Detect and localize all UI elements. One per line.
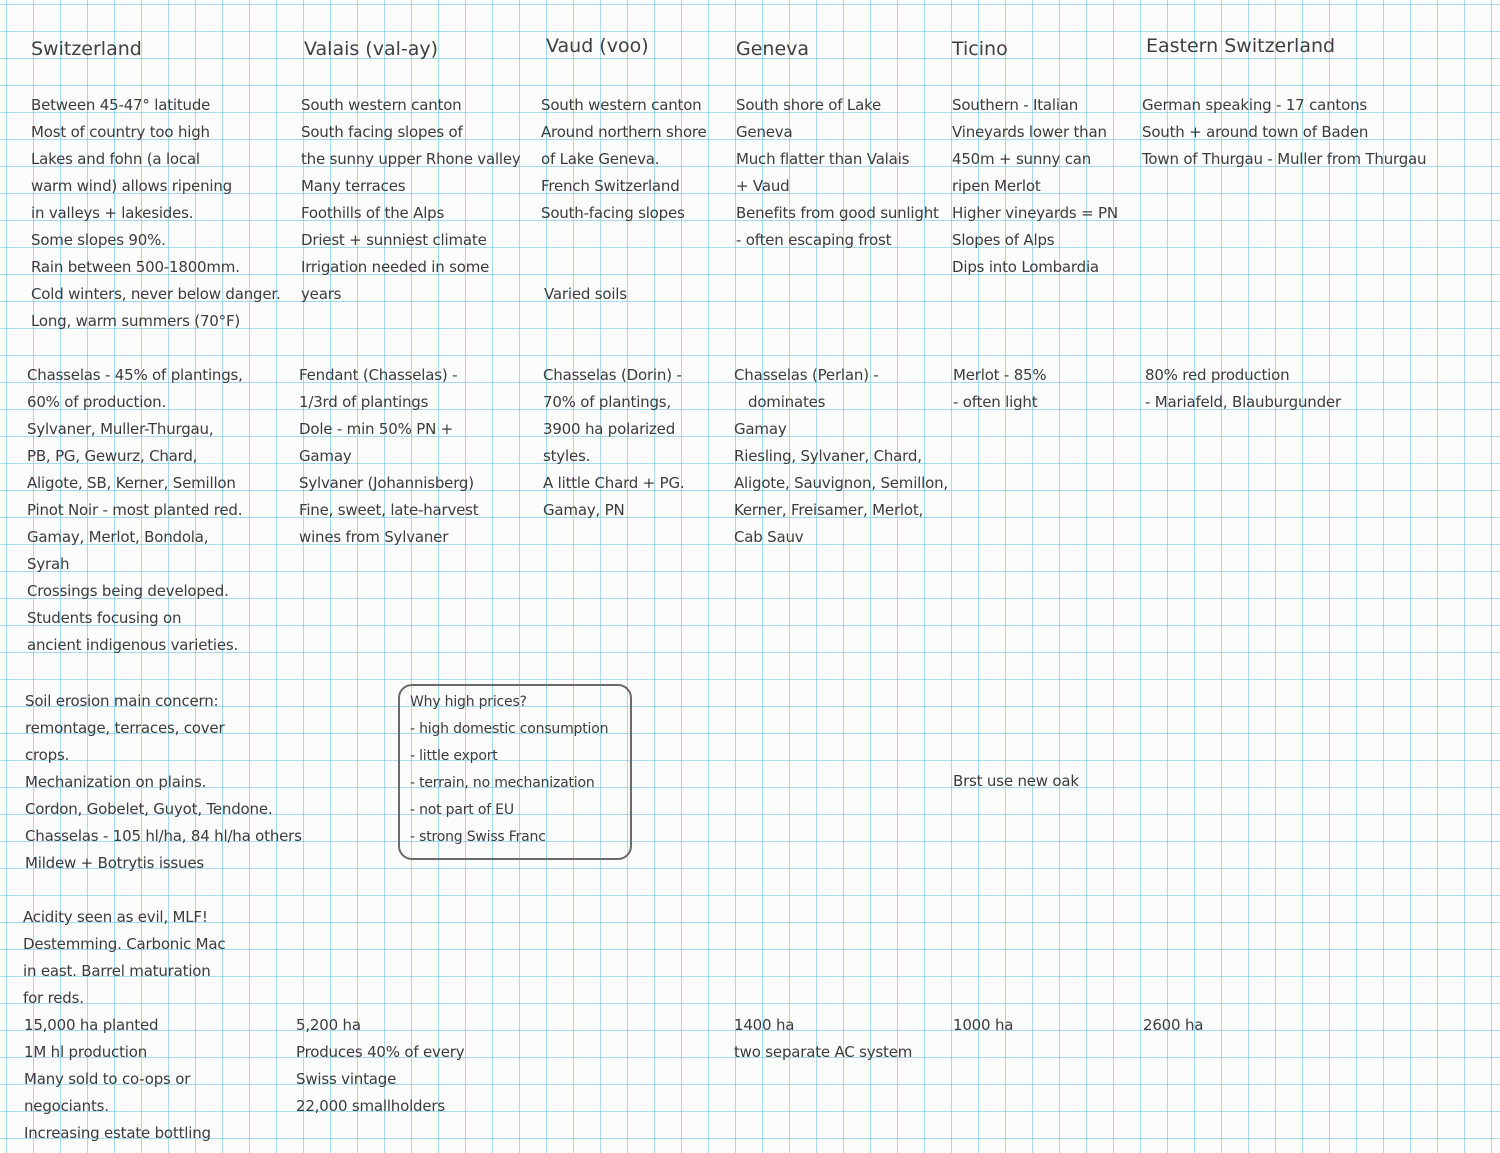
note-line: Swiss vintage (296, 1070, 397, 1088)
note-line: South + around town of Baden (1142, 123, 1369, 141)
vaud-soils-note: Varied soils (544, 285, 627, 303)
note-line: styles. (543, 447, 591, 465)
geneva-climate-notes (736, 92, 939, 254)
note-line: Higher vineyards = PN (952, 204, 1118, 222)
note-line: 22,000 smallholders (296, 1097, 445, 1115)
note-line: Sylvaner, Muller-Thurgau, (27, 420, 214, 438)
note-line: South shore of Lake (736, 96, 882, 114)
note-line: Some slopes 90%. (31, 231, 166, 249)
note-line: Soil erosion main concern: (25, 692, 219, 710)
heading-ticino: Ticino (952, 38, 1008, 60)
switzerland-grape-notes (27, 362, 243, 659)
callout-item: - terrain, no mechanization (410, 775, 595, 791)
eastern-climate-notes (1142, 92, 1426, 173)
note-line: Rain between 500-1800mm. (31, 258, 240, 276)
note-line: South western canton (541, 96, 702, 114)
note-line: Southern - Italian (952, 96, 1079, 114)
note-line: in valleys + lakesides. (31, 204, 194, 222)
note-line: Chasselas (Perlan) - (734, 366, 879, 384)
note-line: Irrigation needed in some (301, 258, 490, 276)
note-line: Syrah (27, 555, 70, 573)
note-line: two separate AC system (734, 1043, 913, 1061)
note-line: 80% red production (1145, 366, 1290, 384)
note-line: wines from Sylvaner (299, 528, 449, 546)
note-line: - often escaping frost (736, 231, 892, 249)
ticino-production-note: 1000 ha (953, 1016, 1014, 1034)
note-line: Sylvaner (Johannisberg) (299, 474, 474, 492)
note-line: Crossings being developed. (27, 582, 229, 600)
note-line: PB, PG, Gewurz, Chard, (27, 447, 198, 465)
note-line: 1400 ha (734, 1016, 795, 1034)
switzerland-production-notes (24, 1012, 211, 1147)
note-line: Many sold to co-ops or (24, 1070, 191, 1088)
note-line: Town of Thurgau - Muller from Thurgau (1142, 150, 1427, 168)
note-line: Vineyards lower than (952, 123, 1107, 141)
note-line: Benefits from good sunlight (736, 204, 939, 222)
vaud-climate-notes (541, 92, 707, 227)
switzerland-winemaking-notes (23, 904, 225, 1012)
vaud-grape-notes (543, 362, 684, 524)
note-line: years (301, 285, 342, 303)
note-line: 1/3rd of plantings (299, 393, 429, 411)
note-line: Gamay (734, 420, 787, 438)
note-line: 1M hl production (24, 1043, 148, 1061)
note-line: 5,200 ha (296, 1016, 361, 1034)
switzerland-climate-notes (31, 92, 281, 335)
note-line: German speaking - 17 cantons (1142, 96, 1368, 114)
note-line: ancient indigenous varieties. (27, 636, 239, 654)
note-line: Pinot Noir - most planted red. (27, 501, 243, 519)
note-line: - Mariafeld, Blauburgunder (1145, 393, 1341, 411)
ticino-climate-notes (952, 92, 1118, 281)
note-line: Destemming. Carbonic Mac (23, 935, 226, 953)
note-line: Gamay (299, 447, 352, 465)
note-line: negociants. (24, 1097, 109, 1115)
note-line: 3900 ha polarized (543, 420, 676, 438)
note-line: South western canton (301, 96, 462, 114)
note-line: Fendant (Chasselas) - (299, 366, 458, 384)
note-line: the sunny upper Rhone valley (301, 150, 521, 168)
callout-item: - not part of EU (410, 802, 514, 818)
note-line: in east. Barrel maturation (23, 962, 211, 980)
note-line: Between 45-47° latitude (31, 96, 211, 114)
note-line: Riesling, Sylvaner, Chard, (734, 447, 922, 465)
note-line: Slopes of Alps (952, 231, 1055, 249)
note-line: Long, warm summers (70°F) (31, 312, 241, 330)
note-line: Dole - min 50% PN + (299, 420, 454, 438)
note-line: Mechanization on plains. (25, 773, 207, 791)
note-line: dominates (748, 393, 826, 411)
note-line: Aligote, SB, Kerner, Semillon (27, 474, 236, 492)
note-line: for reds. (23, 989, 84, 1007)
note-line: 15,000 ha planted (24, 1016, 159, 1034)
note-line: Driest + sunniest climate (301, 231, 487, 249)
note-line: 60% of production. (27, 393, 167, 411)
switzerland-viticulture-notes (25, 688, 302, 877)
note-line: Merlot - 85% (953, 366, 1047, 384)
note-line: A little Chard + PG. (543, 474, 685, 492)
geneva-production-notes (734, 1012, 912, 1066)
note-line: 70% of plantings, (543, 393, 671, 411)
note-line: of Lake Geneva. (541, 150, 660, 168)
note-line: Gamay, Merlot, Bondola, (27, 528, 209, 546)
geneva-grape-notes (734, 362, 948, 551)
valais-grape-notes (299, 362, 478, 551)
note-line: Increasing estate bottling (24, 1124, 211, 1142)
note-line: Most of country too high (31, 123, 210, 141)
note-line: warm wind) allows ripening (31, 177, 232, 195)
note-line: Students focusing on (27, 609, 182, 627)
note-line: crops. (25, 746, 70, 764)
note-line: South facing slopes of (301, 123, 463, 141)
note-line: Cab Sauv (734, 528, 804, 546)
note-line: Acidity seen as evil, MLF! (23, 908, 208, 926)
note-line: Around northern shore (541, 123, 707, 141)
heading-switzerland: Switzerland (31, 38, 142, 60)
note-line: South-facing slopes (541, 204, 685, 222)
valais-climate-notes (301, 92, 521, 308)
note-line: Kerner, Freisamer, Merlot, (734, 501, 924, 519)
eastern-grape-notes (1145, 362, 1341, 416)
heading-geneva: Geneva (736, 38, 810, 60)
eastern-production-note: 2600 ha (1143, 1016, 1204, 1034)
callout-item: - little export (410, 748, 498, 764)
note-line: Produces 40% of every (296, 1043, 465, 1061)
high-prices-callout (398, 684, 632, 860)
note-line: Fine, sweet, late-harvest (299, 501, 479, 519)
note-line: Gamay, PN (543, 501, 625, 519)
callout-item: - high domestic consumption (410, 721, 609, 737)
note-line: Mildew + Botrytis issues (25, 854, 204, 872)
note-line: remontage, terraces, cover (25, 719, 225, 737)
note-line: French Switzerland (541, 177, 680, 195)
note-line: Cordon, Gobelet, Guyot, Tendone. (25, 800, 273, 818)
note-line: Cold winters, never below danger. (31, 285, 281, 303)
note-line: Geneva (736, 123, 793, 141)
callout-title: Why high prices? (410, 694, 527, 710)
heading-valais: Valais (val-ay) (304, 38, 439, 60)
note-line: - often light (953, 393, 1038, 411)
note-line: Many terraces (301, 177, 406, 195)
valais-production-notes (296, 1012, 464, 1120)
note-line: Lakes and fohn (a local (31, 150, 200, 168)
note-line: Chasselas - 45% of plantings, (27, 366, 243, 384)
note-line: + Vaud (736, 177, 790, 195)
note-line: Chasselas (Dorin) - (543, 366, 682, 384)
heading-eastern-switzerland: Eastern Switzerland (1146, 35, 1336, 57)
heading-vaud: Vaud (voo) (546, 35, 649, 57)
callout-item: - strong Swiss Franc (410, 829, 546, 845)
note-line: Dips into Lombardia (952, 258, 1099, 276)
ticino-oak-note: Brst use new oak (953, 772, 1079, 790)
ticino-grape-notes (953, 362, 1046, 416)
note-line: Much flatter than Valais (736, 150, 910, 168)
note-line: Foothills of the Alps (301, 204, 445, 222)
note-line: ripen Merlot (952, 177, 1041, 195)
note-line: Chasselas - 105 hl/ha, 84 hl/ha others (25, 827, 302, 845)
note-line: 450m + sunny can (952, 150, 1092, 168)
note-line: Aligote, Sauvignon, Semillon, (734, 474, 948, 492)
